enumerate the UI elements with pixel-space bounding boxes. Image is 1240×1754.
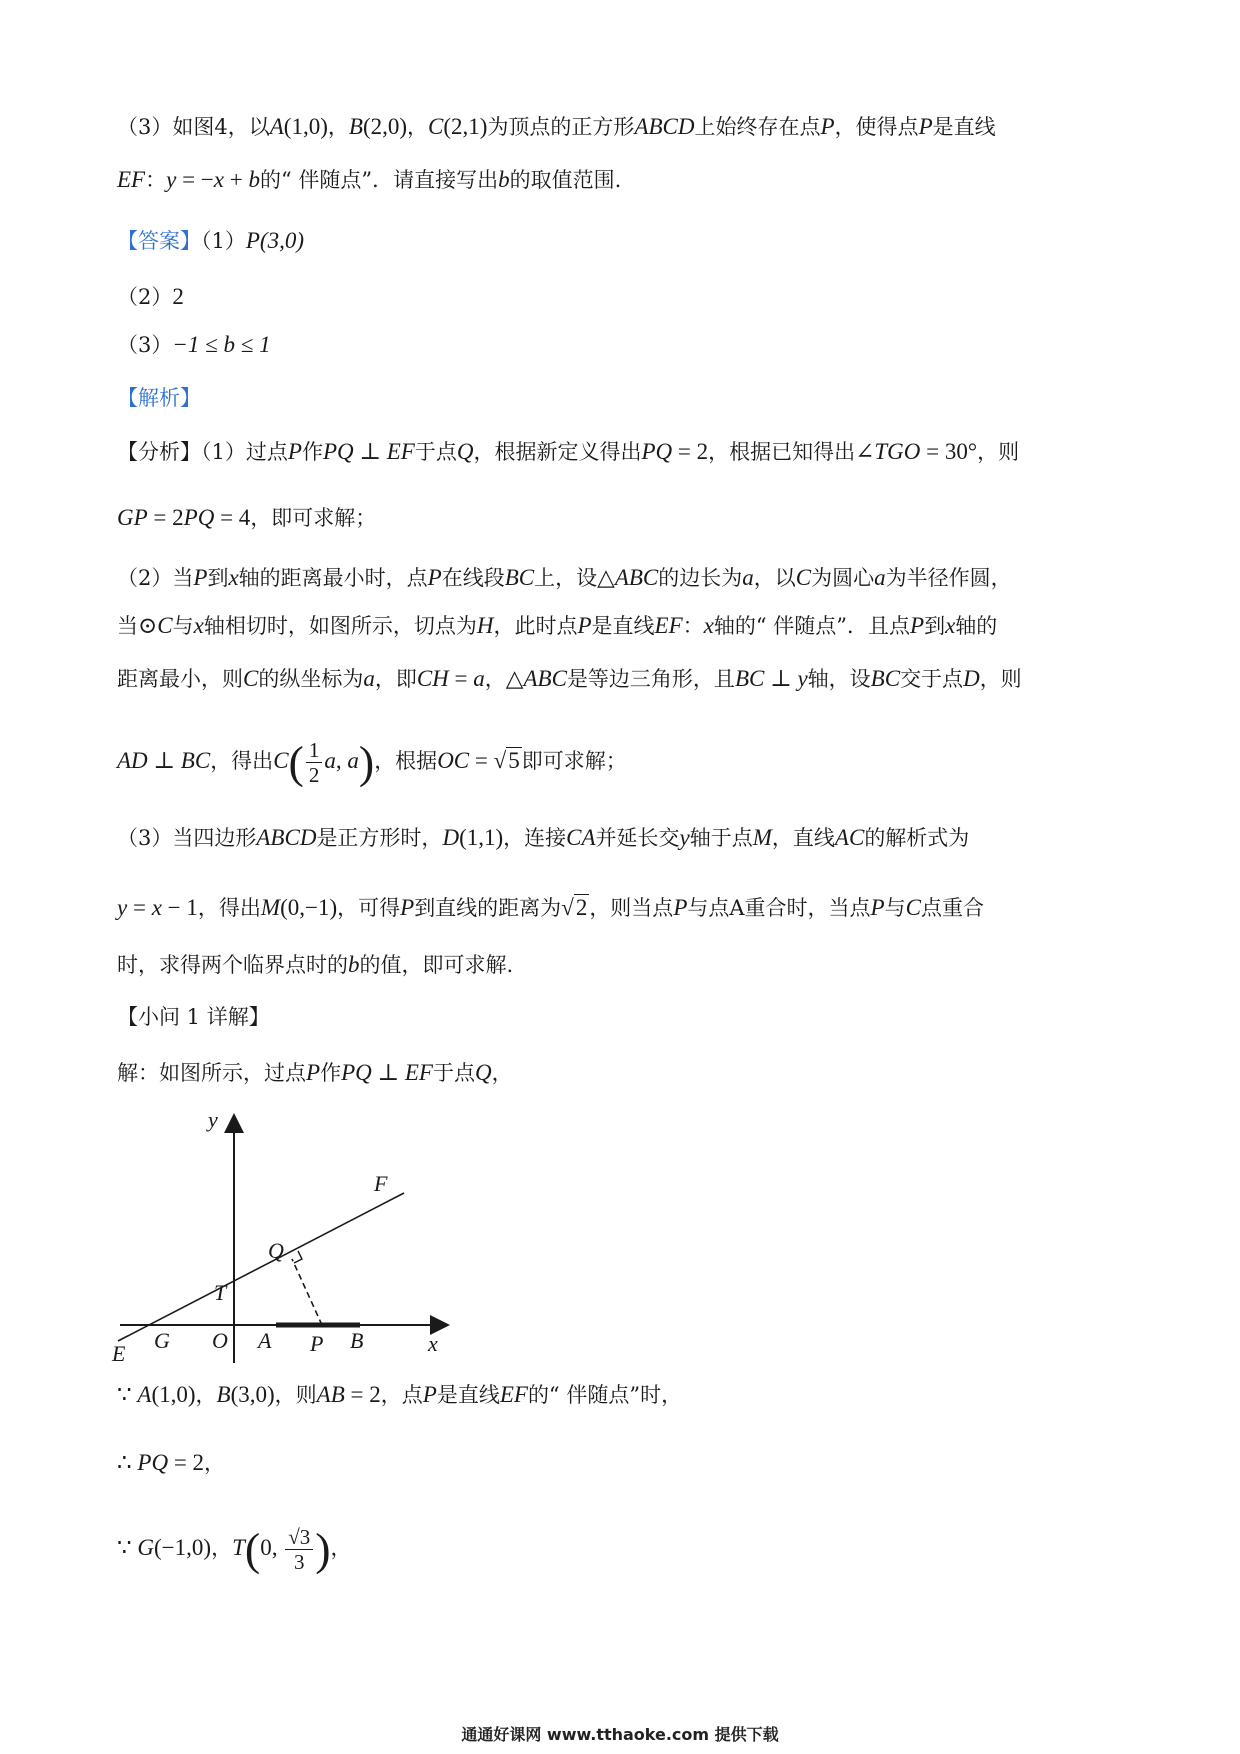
right-angle-mark bbox=[294, 1251, 302, 1263]
analysis-line-4: 当⊙C与x轴相切时，如图所示，切点为H，此时点P是直线EF：x轴的“ 伴随点”．且点P到x轴的 bbox=[117, 613, 998, 638]
detail-line-3: ∴ PQ = 2， bbox=[117, 1450, 226, 1475]
label-o: O bbox=[212, 1328, 228, 1353]
q3-line-2: EF：y = −x + b的“ 伴随点”．请直接写出b的取值范围. bbox=[117, 167, 622, 192]
label-g: G bbox=[154, 1328, 170, 1353]
analysis-line-1: 【分析】（1）过点P作PQ ⊥ EF于点Q，根据新定义得出PQ = 2，根据已知得出∠TGO = 30°，则 bbox=[117, 439, 1020, 464]
analysis-line-9: 时，求得两个临界点时的b的值，即可求解. bbox=[117, 952, 514, 977]
analysis-line-6: AD ⊥ BC，得出C( $\frac{1}{2}$ a, a)，根据OC = √5即可求解； bbox=[117, 736, 627, 788]
label-a: A bbox=[258, 1328, 272, 1353]
answer-line-2: （2）2 bbox=[117, 284, 184, 309]
line-ef bbox=[118, 1193, 404, 1341]
detail-line-2: ∵ A(1,0)，B(3,0)，则AB = 2，点P是直线EF的“ 伴随点”时， bbox=[117, 1382, 683, 1407]
label-t: T bbox=[214, 1280, 227, 1305]
detail-line-1: 解：如图所示，过点P作PQ ⊥ EF于点Q， bbox=[117, 1060, 513, 1085]
analysis-line-3: （2）当P到x轴的距离最小时，点P在线段BC上，设△ABC的边长为a，以C为圆心a为半径作圆， bbox=[117, 565, 1012, 590]
analysis-line-2: GP = 2PQ = 4，即可求解； bbox=[117, 505, 377, 530]
q3-line-1: （3）如图4，以A(1,0)，B(2,0)，C(2,1)为顶点的正方形ABCD上始终存在点P，使得点P是直线 bbox=[117, 114, 996, 139]
label-f: F bbox=[374, 1171, 388, 1196]
coordinate-figure bbox=[108, 1105, 468, 1365]
analysis-line-8: y = x − 1，得出M(0,−1)，可得P到直线的距离为√2，则当点P与点A重合时，当点P与C点重合 bbox=[117, 895, 984, 920]
analysis-line-7: （3）当四边形ABCD是正方形时，D(1,1)，连接CA并延长交y轴于点M，直线AC的解析式为 bbox=[117, 825, 970, 850]
label-e: E bbox=[112, 1341, 126, 1365]
detail-tag: 【小问 1 详解】 bbox=[117, 1005, 270, 1029]
answer-line-1: 【答案】（1）P(3,0) bbox=[117, 228, 304, 253]
analysis-line-5: 距离最小，则C的纵坐标为a，即CH = a，△ABC是等边三角形，且BC ⊥ y轴，设BC交于点D，则 bbox=[117, 666, 1022, 691]
analysis-tag: 【解析】 bbox=[117, 386, 201, 410]
segment-pq bbox=[292, 1259, 322, 1325]
detail-line-4: ∵ G(−1,0)，T(0, $\frac{√3}{3}$ )， bbox=[117, 1523, 352, 1575]
label-b: B bbox=[350, 1328, 364, 1353]
label-p: P bbox=[310, 1331, 324, 1356]
answer-tag: 【答案】 bbox=[117, 229, 201, 253]
answer-line-3: （3）−1 ≤ b ≤ 1 bbox=[117, 332, 271, 357]
footer-watermark: 通通好课网 www.tthaoke.com 提供下载 bbox=[461, 1725, 779, 1744]
label-y: y bbox=[208, 1107, 218, 1132]
label-q: Q bbox=[268, 1238, 284, 1263]
label-x: x bbox=[428, 1331, 438, 1356]
